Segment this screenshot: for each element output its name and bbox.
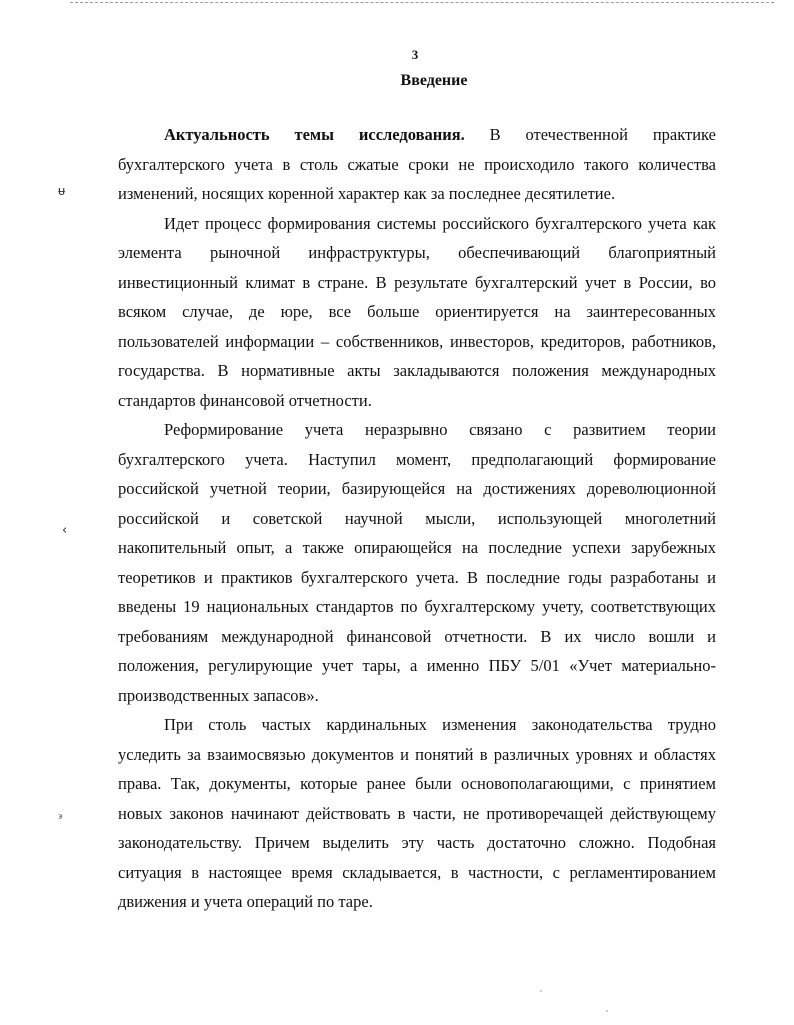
margin-scan-mark: ‹ — [62, 523, 68, 538]
page-title: Введение — [400, 72, 468, 89]
paragraph-relevance — [118, 120, 716, 209]
scan-dust-dot — [540, 990, 542, 992]
margin-scan-mark: ᵌ — [58, 812, 63, 827]
paragraph-reform: Реформирование учета неразрывно связано с развитием теории бухгалтерского учета. Наступил момент, предполагающий формирование российской учетной теории, базирующейся на достижениях дореволюционной российской и советской научной мысли, использующей многолетний накопительный опыт, а также опирающейся на последние успехи зарубежных теоретиков и практиков бухгалтерского учета. В последние годы разработаны и введены 19 национальных стандартов по бухгалтерскому учету, соответствующих требованиям международной финансовой отчетности. В их число вошли и положения, регулирующие учет тары, а именно ПБУ 5/01 «Учет материально-производственных запасов». — [118, 420, 716, 705]
scan-dust-dot — [606, 1010, 608, 1012]
scan-top-rule — [70, 2, 774, 3]
page-number: 3 — [411, 47, 419, 62]
paragraph-legislation: При столь частых кардинальных изменения законодательства трудно уследить за взаимосвязью документов и понятий в различных уровнях и областях права. Так, документы, которые ранее были основополагающими, с принятием новых законов начинают действовать в части, не противоречащей действующему законодательству. Причем выделить эту часть достаточно сложно. Подобная ситуация в настоящее время складывается, в частности, с регламентированием движения и учета операций по таре. — [118, 715, 716, 911]
paragraph-text: В отечественной практике бухгалтерского учета в столь сжатые сроки не происходило такого количества изменений, носящих коренной характер как за последнее десятилетие. — [118, 125, 716, 203]
paragraph-lead-heading: Актуальность темы исследования. — [164, 125, 465, 144]
document-body — [118, 120, 716, 917]
paragraph-accounting-system: Идет процесс формирования системы российского бухгалтерского учета как элемента рыночной инфраструктуры, обеспечивающий благоприятный инвестиционный климат в стране. В результате бухгалтерский учет в России, во всяком случае, де юре, все больше ориентируется на заинтересованных пользователей информации – собственников, инвесторов, кредиторов, работников, государства. В нормативные акты закладываются положения международных стандартов финансовой отчетности. — [118, 213, 716, 410]
margin-scan-mark: ᵾ — [58, 184, 66, 199]
